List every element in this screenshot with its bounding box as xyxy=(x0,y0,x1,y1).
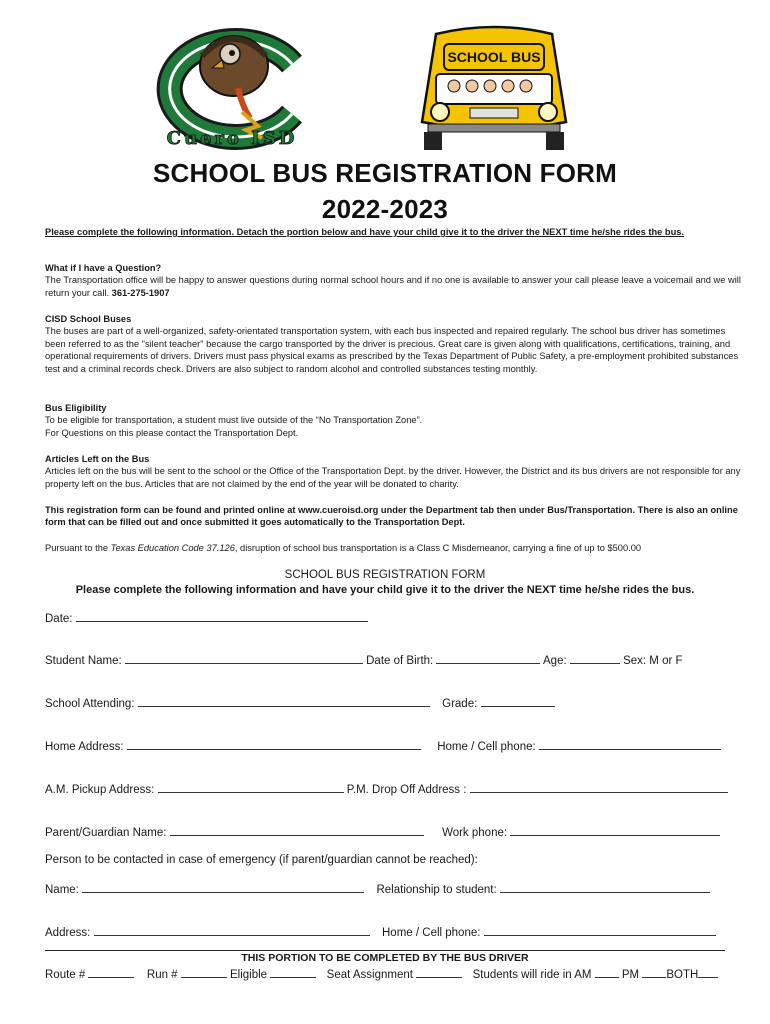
school-field[interactable] xyxy=(138,696,430,707)
home-address-row xyxy=(45,739,745,754)
eligible-label: Eligible xyxy=(229,969,268,981)
relationship-field[interactable] xyxy=(500,882,710,893)
date-field[interactable] xyxy=(76,611,368,622)
emergency-name-row xyxy=(45,882,745,897)
driver-row xyxy=(45,967,745,982)
eligibility-line-1: To be eligible for transportation, a student must live outside of the “No Transportation Zone”. xyxy=(45,415,423,426)
cuero-isd-logo xyxy=(142,26,324,152)
eligibility-line-2: For Questions on this please contact the Transportation Dept. xyxy=(45,427,299,438)
question-section xyxy=(45,262,743,299)
pm-dropoff-label: P.M. Drop Off Address : xyxy=(346,784,467,796)
dob-label: Date of Birth: xyxy=(366,655,434,667)
parent-label: Parent/Guardian Name: xyxy=(45,827,167,839)
student-row xyxy=(45,653,745,668)
question-body xyxy=(45,274,743,299)
eligibility-heading: Bus Eligibility xyxy=(45,403,107,413)
age-field[interactable] xyxy=(570,653,620,664)
pm-label: PM xyxy=(621,969,640,981)
home-address-label: Home Address: xyxy=(45,741,124,753)
parent-row xyxy=(45,825,745,840)
emergency-phone-label: Home / Cell phone: xyxy=(382,927,481,939)
emergency-phone-field[interactable] xyxy=(484,925,716,936)
grade-field[interactable] xyxy=(481,696,555,707)
am-field[interactable] xyxy=(595,967,619,978)
pickup-row xyxy=(45,782,745,797)
both-field[interactable] xyxy=(698,967,718,978)
am-pickup-field[interactable] xyxy=(158,782,344,793)
pm-dropoff-field[interactable] xyxy=(470,782,728,793)
ride-label: Students will ride in AM xyxy=(472,969,592,981)
question-heading: What if I have a Question? xyxy=(45,263,162,273)
student-name-field[interactable] xyxy=(125,653,363,664)
articles-section xyxy=(45,453,743,490)
work-phone-field[interactable] xyxy=(510,825,720,836)
eligibility-section xyxy=(45,402,743,439)
articles-heading: Articles Left on the Bus xyxy=(45,454,150,464)
school-bus-cartoon-icon xyxy=(410,24,578,152)
date-row xyxy=(45,611,745,626)
work-phone-label: Work phone: xyxy=(442,827,508,839)
school-row xyxy=(45,696,745,711)
date-label: Date: xyxy=(45,613,73,625)
home-cell-label: Home / Cell phone: xyxy=(437,741,536,753)
legal-pre: Pursuant to the xyxy=(45,543,111,553)
online-form-note: This registration form can be found and printed online at www.cueroisd.org under the Department tab then under Bus/Transportation. There is also an online form that can be filled out and once submitted it goes automatically to the Transportation Dept. xyxy=(45,505,738,528)
emergency-name-field[interactable] xyxy=(82,882,364,893)
grade-label: Grade: xyxy=(442,698,478,710)
both-label: BOTH xyxy=(666,969,699,981)
age-label: Age: xyxy=(543,655,567,667)
home-address-field[interactable] xyxy=(127,739,421,750)
legal-code: Texas Education Code 37.126 xyxy=(110,543,235,553)
route-field[interactable] xyxy=(88,967,134,978)
eligible-field[interactable] xyxy=(270,967,316,978)
school-label: School Attending: xyxy=(45,698,135,710)
registration-form-title: SCHOOL BUS REGISTRATION FORM xyxy=(284,569,486,581)
registration-form-subtitle: Please complete the following information and have your child give it to the driver the NEXT time he/she rides the bus. xyxy=(75,584,695,596)
articles-body: Articles left on the bus will be sent to the school or the Office of the Transportation Dept. by the driver. However, the District and its bus drivers are not responsible for any property left on the bus. Articles that are not claimed by the end of the year will be donated to charity. xyxy=(45,466,741,489)
student-name-label: Student Name: xyxy=(45,655,122,667)
intro-instructions: Please complete the following information. Detach the portion below and have your child give it to the driver the NEXT time he/she rides the bus. xyxy=(45,227,685,237)
emergency-name-label: Name: xyxy=(45,884,79,896)
driver-section-title: THIS PORTION TO BE COMPLETED BY THE BUS DRIVER xyxy=(241,952,529,964)
school-bus-illustration xyxy=(410,24,578,152)
seat-field[interactable] xyxy=(416,967,462,978)
relationship-label: Relationship to student: xyxy=(376,884,497,896)
emergency-row xyxy=(45,853,745,867)
page-year: 2022-2023 xyxy=(321,194,449,224)
page-title: SCHOOL BUS REGISTRATION FORM xyxy=(153,158,617,188)
route-label: Route # xyxy=(45,969,86,981)
buses-heading: CISD School Buses xyxy=(45,314,132,324)
section-divider xyxy=(45,950,725,951)
legal-notice xyxy=(45,542,743,554)
sex-label[interactable]: Sex: M or F xyxy=(623,655,683,667)
bus-sign-text: SCHOOL BUS xyxy=(447,49,541,65)
transport-phone: 361-275-1907 xyxy=(111,287,170,298)
seat-label: Seat Assignment xyxy=(326,969,413,981)
legal-post: , disruption of school bus transportation is a Class C Misdemeanor, carrying a fine of up to $500.00 xyxy=(234,543,642,553)
question-text: The Transportation office will be happy to answer questions during normal school hours and if no one is available to answer your call please leave a voicemail and we will return your call. xyxy=(45,275,741,298)
am-pickup-label: A.M. Pickup Address: xyxy=(45,784,155,796)
pm-field[interactable] xyxy=(642,967,666,978)
logo-text: Cuero ISD xyxy=(166,128,298,149)
run-field[interactable] xyxy=(181,967,227,978)
buses-section xyxy=(45,313,743,375)
buses-body: The buses are part of a well-organized, safety-orientated transportation system, with each bus inspected and repaired regularly. The school bus driver has sometimes been referred to as the "silent teacher" because the cargo transported by the driver is precious. Great care is given along with qualifications, certifications, training, and operational requirements of drivers. Drivers must pass physical exams as prescribed by the Texas Department of Public Safety, a pre-employment prohibited substances test and a criminal records check. Drivers are also subject to random alcohol and controlled substances testing monthly. xyxy=(45,326,739,374)
dob-field[interactable] xyxy=(436,653,540,664)
emergency-address-field[interactable] xyxy=(94,925,370,936)
emergency-label: Person to be contacted in case of emergency (if parent/guardian cannot be reached): xyxy=(45,854,478,866)
emergency-address-row xyxy=(45,925,745,940)
run-label: Run # xyxy=(146,969,178,981)
parent-field[interactable] xyxy=(170,825,424,836)
emergency-address-label: Address: xyxy=(45,927,91,939)
home-cell-field[interactable] xyxy=(539,739,721,750)
